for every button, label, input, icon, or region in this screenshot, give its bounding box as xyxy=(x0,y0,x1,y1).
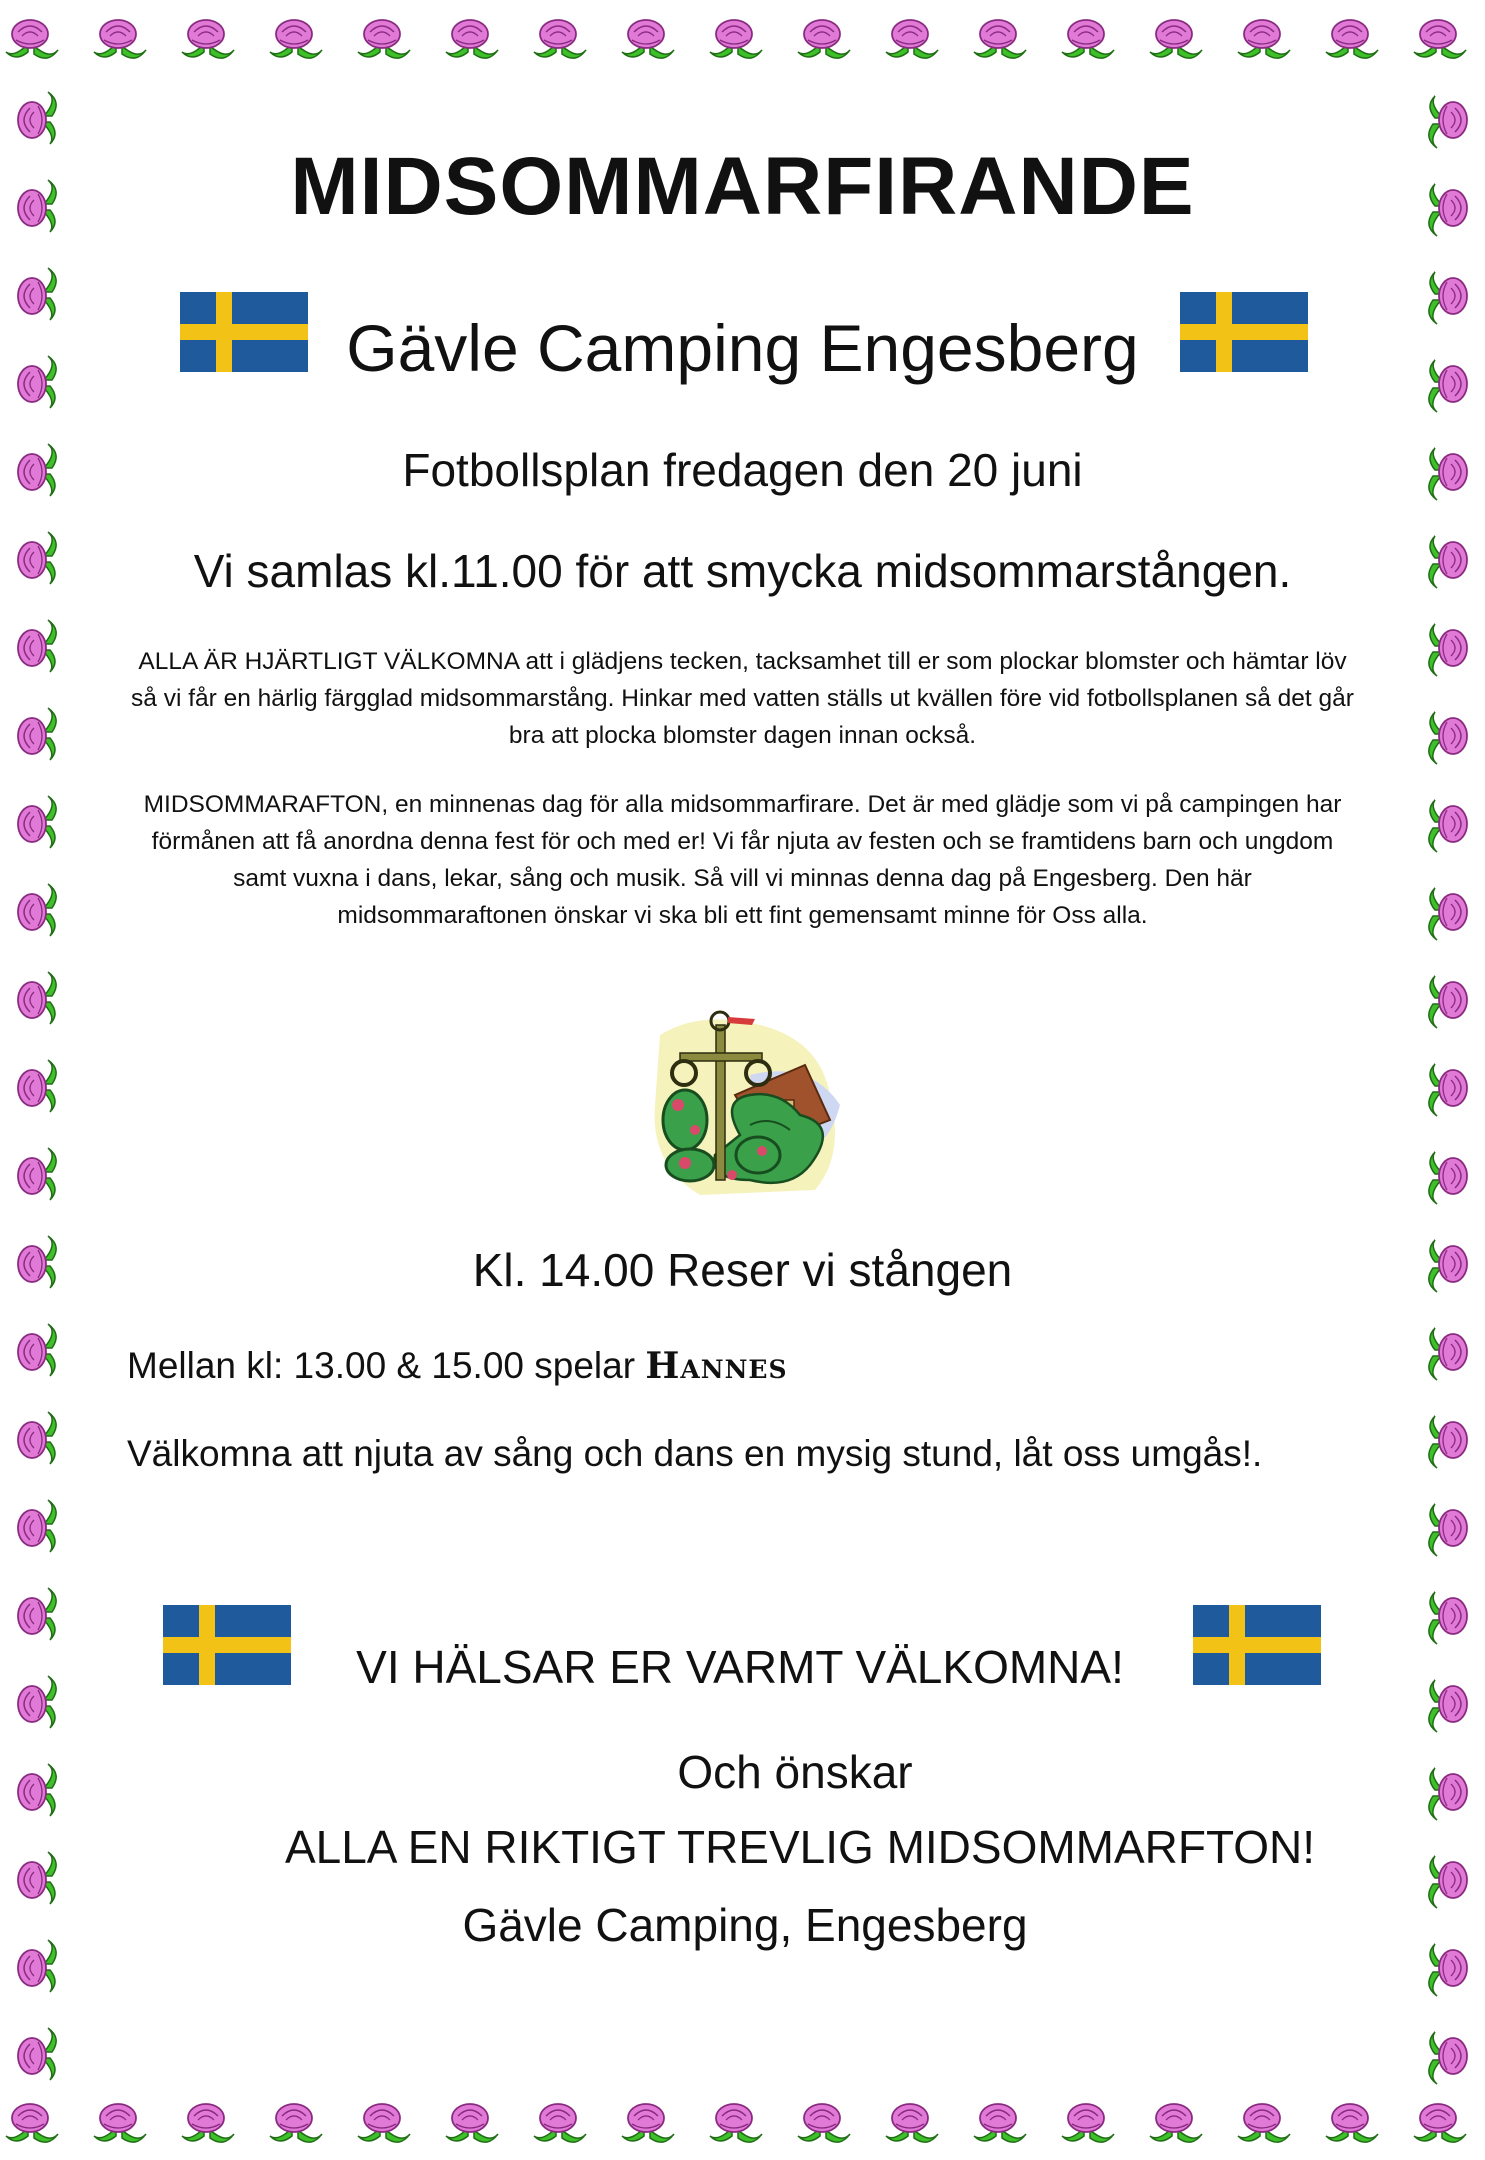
maypole-clipart xyxy=(640,1005,850,1200)
raise-pole-line: Kl. 14.00 Reser vi stången xyxy=(472,1244,1013,1296)
intro-paragraph: ALLA ÄR HJÄRTLIGT VÄLKOMNA att i glädjens tecken, tacksamhet till er som plockar blomster och hämtar löv så vi får en härlig färgglad midsommarstång. Hinkar med vatten ställs ut kvällen före vid fotbollsplanen så det går bra att plocka blomster dagen innan också. xyxy=(131,648,1354,749)
wish-line-2: ALLA EN RIKTIGT TREVLIG MIDSOMMARFTON! xyxy=(284,1821,1316,1873)
music-line xyxy=(127,1345,788,1387)
music-text: Mellan kl: 13.00 & 15.00 spelar xyxy=(127,1345,646,1386)
swedish-flag-icon xyxy=(1180,292,1308,372)
greeting-line: VI HÄLSAR ER VARMT VÄLKOMNA! xyxy=(356,1641,1124,1693)
swedish-flag-icon xyxy=(1193,1605,1321,1685)
poster-title: MIDSOMMARFIRANDE xyxy=(290,141,1195,232)
wish-line-1: Och önskar xyxy=(677,1746,913,1798)
artist-name: Hannes xyxy=(645,1345,788,1387)
midsummer-paragraph: MIDSOMMARAFTON, en minnenas dag för alla midsommarfirare. Det är med glädje som vi på campingen har förmånen att få anordna denna fest för och med er! Vi får njuta av festen och se framtidens barn och ungdom samt vuxna i dans, lekar, sång och musik. Så vill vi minnas denna dag på Engesberg. Den här midsommaraftonen önskar vi ska bli ett fint gemensamt minne för Oss alla. xyxy=(143,791,1342,929)
location-subtitle: Gävle Camping Engesberg xyxy=(346,311,1139,385)
date-line: Fotbollsplan fredagen den 20 juni xyxy=(402,444,1083,496)
signature-line: Gävle Camping, Engesberg xyxy=(462,1899,1028,1951)
welcome-line: Välkomna att njuta av sång och dans en mysig stund, låt oss umgås!. xyxy=(127,1433,1263,1474)
gather-line: Vi samlas kl.11.00 för att smycka midsommarstången. xyxy=(193,545,1292,597)
